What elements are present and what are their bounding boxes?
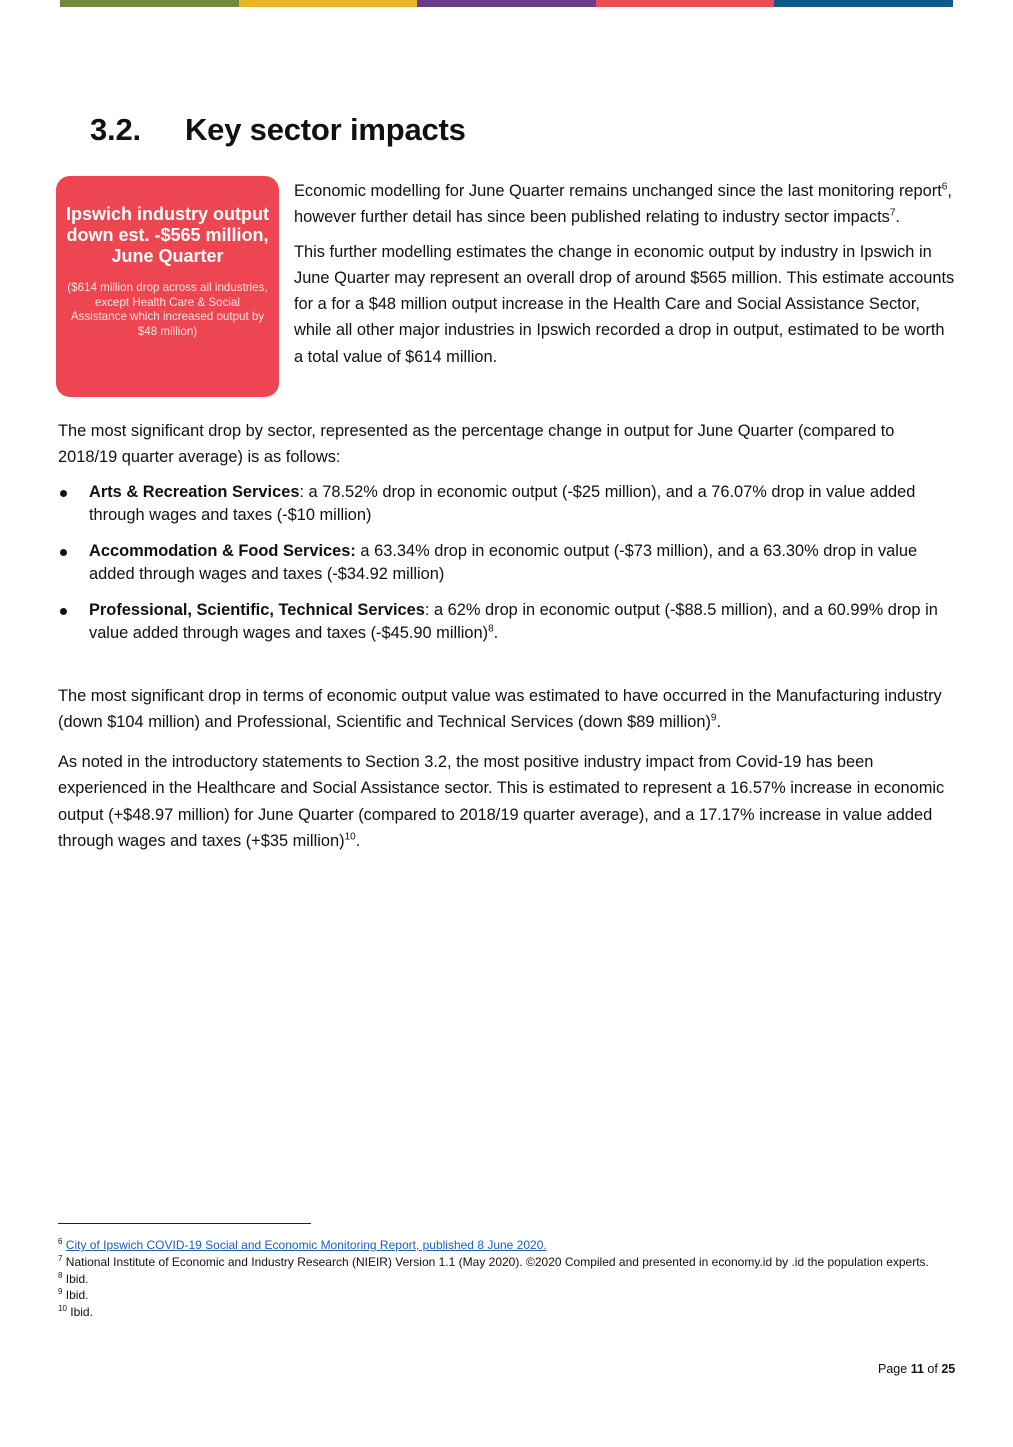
bullet-label: Arts & Recreation Services — [89, 482, 300, 501]
footnote-link[interactable]: City of Ipswich COVID-19 Social and Economic Monitoring Report, published 8 June 2020. — [65, 1238, 547, 1252]
body-paragraph-3: The most significant drop in terms of economic output value was estimated to have occurred in the Manufacturing industry (down $104 million) and Professional, Scientific and Technical Services (down $89 million)$^9$. — [58, 686, 942, 731]
intro-p1-text-b: , however further detail has since been published relating to industry sector impacts — [294, 182, 952, 227]
body-lead-paragraph: The most significant drop by sector, represented as the percentage change in output for June Quarter (compared to 2018/19 quarter average) is as follows: — [58, 422, 895, 467]
callout-box — [56, 176, 279, 397]
footnote-number: 7 — [58, 1253, 63, 1263]
footnote-number: 9 — [58, 1287, 63, 1297]
intro-paragraph-2: This further modelling estimates the change in economic output by industry in Ipswich in June Quarter may represent an overall drop of around $565 million. This estimate accounts for a for a $48 million output increase in the Health Care and Social Assistance Sector, while all other major industries in Ipswich recorded a drop in output, estimated to be worth a total value of $614 million. — [294, 242, 955, 366]
footnote-ref-7[interactable]: 7 — [889, 207, 896, 219]
callout-detail: ($614 million drop across all industries, except Health Care & Social Assistance which increased output by $48 million) — [67, 281, 268, 338]
callout-headline: Ipswich industry output down est. -$565 million, June Quarter — [66, 204, 269, 266]
footnote-ref-10[interactable]: 10 — [344, 831, 356, 843]
bullet-text: : a 62% drop in economic output (-$88.5 million), and a 60.99% drop in value added through wages and taxes (-$45.90 million) — [89, 600, 938, 643]
intro-paragraph-1 — [294, 178, 956, 231]
footnote-number: 8 — [58, 1270, 63, 1280]
footnote-ref-9[interactable]: 9 — [710, 712, 717, 724]
footnotes — [58, 1237, 948, 1321]
footnote-number: 10 — [58, 1304, 67, 1314]
footnote-6 — [58, 1237, 948, 1254]
footnote-text: National Institute of Economic and Industry Research (NIEIR) Version 1.1 (May 2020). ©2020 Compiled and presented in economy.id by .id the population experts. — [65, 1254, 929, 1269]
footnote-8 — [58, 1271, 948, 1288]
footnote-separator — [58, 1223, 311, 1224]
page-number — [878, 1362, 955, 1376]
footnote-text: Ibid. — [70, 1305, 93, 1320]
page-total: 25 — [941, 1362, 956, 1376]
intro-p1-text-a: Economic modelling for June Quarter remains unchanged since the last monitoring report — [294, 182, 942, 200]
body-p4-text: As noted in the introductory statements to Section 3.2, the most positive industry impact from Covid-19 has been experienced in the Healthcare and Social Assistance sector. This is estimated to represent a 16.57% increase in economic output (+$48.97 million) for June Quarter (compared to 2018/19 quarter average), and a 17.17% increase in value added through wages and taxes (+$35 million) — [58, 753, 945, 851]
footnote-7 — [58, 1254, 948, 1271]
bullet-text: : a 78.52% drop in economic output (-$25 million), and a 76.07% drop in value added through wages and taxes (-$10 million) — [89, 482, 916, 525]
page-current: 11 — [910, 1362, 924, 1376]
color-segment-green — [60, 0, 239, 7]
body-paragraph-4: As noted in the introductory statements to Section 3.2, the most positive industry impact from Covid-19 has been experienced in the Healthcare and Social Assistance sector. This is estimated to represent a 16.57% increase in economic output (+$48.97 million) for June Quarter (compared to 2018/19 quarter average), and a 17.17% increase in value added through wages and taxes (+$35 million)$^{10}$. — [58, 753, 945, 851]
bullet-icon — [60, 549, 67, 556]
footnote-9 — [58, 1287, 948, 1304]
bullet-label: Professional, Scientific, Technical Services — [89, 600, 425, 619]
intro-p1-text-c: . — [895, 208, 900, 227]
color-segment-red — [596, 0, 775, 7]
section-number: 3.2. — [90, 112, 141, 147]
bullet-icon — [60, 608, 67, 615]
section-title: Key sector impacts — [185, 112, 466, 147]
intro-text — [294, 178, 956, 378]
sector-bullet-list — [58, 481, 956, 646]
bullet-icon — [60, 490, 67, 497]
bullet-item — [58, 540, 956, 587]
bullet-item — [58, 481, 956, 528]
body-p3-text: The most significant drop in terms of economic output value was estimated to have occurred in the Manufacturing industry (down $104 million) and Professional, Scientific and Technical Services (down $89 million) — [58, 686, 942, 731]
top-color-bar — [60, 0, 953, 7]
bullet-item: Professional, Scientific, Technical Services: a 62% drop in economic output (-$88.5 million), and a 60.99% drop in value added through wages and taxes (-$45.90 million)$^8$. — [58, 599, 956, 646]
section-heading — [90, 112, 466, 148]
main-body — [58, 418, 956, 854]
footnote-number: 6 — [58, 1237, 63, 1246]
page-of: of — [927, 1362, 938, 1376]
bullet-label: Accommodation & Food Services: — [89, 541, 356, 560]
footnote-ref-8[interactable]: 8 — [488, 623, 494, 635]
footnote-ref-6[interactable]: 6 — [941, 181, 948, 193]
color-segment-blue — [774, 0, 953, 7]
color-segment-purple — [417, 0, 596, 7]
footnote-10 — [58, 1304, 948, 1321]
color-segment-yellow — [239, 0, 418, 7]
footnote-text: Ibid. — [65, 1288, 89, 1303]
footnote-text: Ibid. — [65, 1271, 89, 1286]
page-label: Page — [878, 1362, 908, 1376]
bullet-text: a 63.34% drop in economic output (-$73 million), and a 63.30% drop in value added through wages and taxes (-$34.92 million) — [89, 541, 918, 584]
